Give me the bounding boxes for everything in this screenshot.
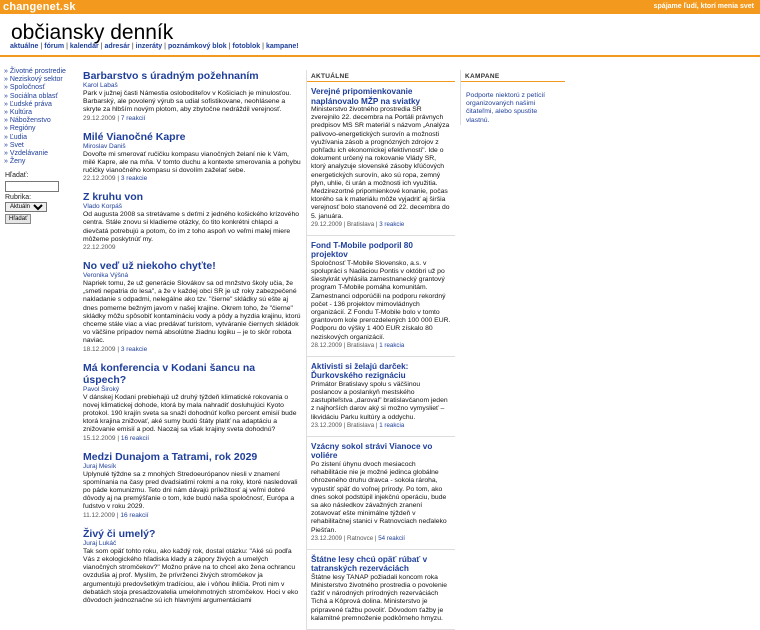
article-text: Uplynulé týždne sa z mnohých Stredoeurópanov niesli v znamení spomínania na časy pred dvadsiatimi rokmi a na roky, ktoré nasledovali po páde komunizmu. Teto dni nám dávajú príležitosť aj veľmi dobré dôvody aj na premýšľanie o tom, kde budú naša spoločnosť, Európa a ľudstvo v roku 2029. — [83, 470, 298, 511]
campaigns-column — [460, 70, 565, 125]
news-item — [307, 357, 455, 437]
article-title[interactable]: Z kruhu von — [83, 191, 144, 204]
category-link[interactable]: Sociálna oblasť — [9, 92, 59, 100]
news-item — [307, 437, 455, 550]
category-list — [4, 68, 78, 166]
nav-separator: | — [66, 43, 68, 50]
nav-item[interactable]: aktuálne — [10, 43, 39, 50]
category-item[interactable] — [4, 84, 78, 92]
bullet-icon: » — [4, 133, 8, 141]
article-author[interactable]: Juraj Lukáč — [83, 539, 117, 547]
bullet-icon: » — [4, 125, 8, 133]
current-news-heading: AKTUÁLNE — [307, 70, 455, 82]
nav-item[interactable]: inzeráty — [135, 43, 163, 50]
article — [83, 528, 301, 605]
category-link[interactable]: Ľudské práva — [9, 100, 52, 108]
news-place: Bratislava — [347, 341, 375, 349]
nav-item[interactable]: poznámkový blok — [167, 43, 227, 50]
top-bar — [0, 0, 760, 14]
search-input[interactable] — [5, 181, 59, 192]
category-link[interactable]: Vzdelávanie — [9, 150, 48, 158]
news-meta: 28.12.2009 | Bratislava | 1 reakcia — [311, 341, 405, 349]
category-link[interactable]: Regióny — [9, 125, 36, 133]
rubric-label: Rubrika: — [5, 194, 32, 201]
nav-item[interactable]: fotoblok — [232, 43, 261, 50]
page-title: občiansky denník — [11, 21, 174, 44]
main-nav-items — [10, 43, 299, 50]
article-author[interactable]: Veronika Výšná — [83, 272, 129, 280]
category-link[interactable]: Neziskový sektor — [9, 76, 63, 84]
nav-item[interactable]: adresár — [104, 43, 130, 50]
article-text: Park v južnej časti Námestia osloboditeľov v Košiciach je minulosťou. Barbarský, ale povolený výrub sa udial sofistikovane, neohlásene a skryte za hlbším novým plotom, aby zbytočne nedráždil verejnosť. — [83, 90, 292, 114]
bullet-icon: » — [4, 141, 8, 149]
search-label: Hľadať: — [5, 172, 29, 179]
news-date: 23.12.2009 — [311, 534, 342, 542]
article-text: Tak som opäť tohto roku, ako každý rok, dostal otázku: "Aké sú podľa Vás z ekologického hľadiska klady a zápory živých a umelých vianočných stromčekov?" Možno práve na to chcel ako žena ochrancu ovzdušia aj prof. Myslím, že prívrženci živých stromčekov ja argumentujú predovšetkým tradíciou, ale i vôňou ihličia. Proti nim v debatách stoja presadzovatelia umelohmotných stromčekov. Hoci v eko dôvodoch jednoznačne sú ich hlavnými argumentáciami — [83, 547, 299, 604]
article-author[interactable]: Juraj Mesík — [83, 462, 117, 470]
news-text: Primátor Bratislavy spolu s väčšinou poslancov a poslankyň mestského zastupiteľstva „daroval" bratislavčanom jeden z najhorších darov aký si možno vymyslieť – likvidáciu Parku kultúry a oddychu. — [311, 380, 448, 421]
nav-item[interactable]: kalendár — [69, 43, 99, 50]
article-meta: 18.12.2009 | 3 reakcie — [83, 345, 148, 353]
news-place: Bratislava — [347, 220, 375, 228]
category-item[interactable] — [4, 68, 78, 76]
bullet-icon: » — [4, 109, 8, 117]
article-title[interactable]: No veď už niekoho chyťte! — [83, 260, 216, 273]
news-meta: 29.12.2009 | Bratislava | 3 reakcie — [311, 220, 405, 228]
bullet-icon: » — [4, 76, 8, 84]
article-author[interactable]: Karol Labaš — [83, 82, 118, 89]
news-text: Spoločnosť T-Mobile Slovensko, a.s. v spolupráci s Nadáciou Pontis v októbri už po šiestykrát vyhlásila zamestnanecký grantový program T-Mobile pomáha komunitám. Zamestnanci odporúčili na podporu rekordný počet - 136 projektov mimovládnych organizácií. Z Fondu T-Mobile bolo v tomto grantovom kole prerozdelených 100 000 EUR. Podporu do výšky 1 400 EUR získalo 80 neziskových organizácií. — [311, 259, 451, 341]
article-reactions[interactable]: 16 reakcií — [120, 511, 149, 519]
article-title[interactable]: Medzi Dunajom a Tatrami, rok 2029 — [83, 450, 258, 463]
news-item — [307, 82, 455, 236]
article-title[interactable]: Barbarstvo s úradným požehnaním — [83, 70, 259, 82]
search-form — [5, 172, 79, 224]
bullet-icon: » — [4, 68, 8, 75]
category-item[interactable] — [4, 93, 78, 101]
news-text: Po zistení úhynu dvoch mesiacoch rehabilitácie nie je možné jedinca globálne ohrozeného druhu dravca - sokola rároha, vypustiť späť do voľnej prírody. Po tom, ako dnes sokol podstúpil injekčnú operáciu, bude sa ako následkov závažných zranení zotavovať ešte minimálne týždeň v rehabilitačnej stanici v Ratnovciach neďaleko Piešťan. — [311, 460, 447, 534]
article-date: 22.12.2009 — [83, 175, 116, 183]
article-reactions[interactable]: 3 reakcie — [120, 175, 148, 183]
article-date: 22.12.2009 — [83, 244, 116, 252]
bullet-icon: » — [4, 100, 8, 108]
news-meta: 23.12.2009 | Bratislava | 1 reakcia — [311, 421, 405, 429]
category-sidebar — [4, 68, 78, 166]
nav-separator: | — [164, 43, 166, 50]
site-tagline: spájame ľudí, ktorí menia svet — [653, 3, 754, 10]
news-date: 28.12.2009 — [311, 341, 342, 349]
news-reactions[interactable]: 1 reakcia — [379, 341, 405, 349]
article-list — [83, 70, 301, 613]
category-item[interactable] — [4, 76, 78, 84]
article-reactions[interactable]: 3 reakcie — [120, 345, 148, 353]
nav-separator: | — [100, 43, 103, 50]
article-author[interactable]: Vlado Korpáš — [83, 203, 123, 211]
news-reactions[interactable]: 54 reakcií — [378, 534, 406, 542]
article-meta: 15.12.2009 | 16 reakcií — [83, 434, 150, 442]
news-place: Bratislava — [347, 421, 375, 429]
category-item[interactable] — [4, 142, 78, 150]
article-author[interactable]: Miroslav Daniš — [83, 142, 126, 150]
article-meta: 11.12.2009 | 16 reakcií — [83, 511, 149, 519]
category-link[interactable]: Ľudia — [9, 133, 27, 141]
current-news-column — [306, 70, 455, 630]
nav-separator: | — [131, 43, 134, 50]
bullet-icon: » — [4, 84, 8, 92]
site-logo[interactable]: changenet.sk — [3, 1, 76, 13]
category-item[interactable] — [4, 101, 78, 109]
article-text: Napriek tomu, že už generácie Slovákov sa od mnžstvo školy učia, že „smeti nepatria do lesa", a že v každej obci SR je už roky zabezpečené nakladanie s odpadmi, nelegálne ako tzv. "čierne" skládky sú ešte aj dnes pomerne bežným javom v našej krajine. Okrem toho, že "čierne" skládky môžu spôsobiť kontamináciu vody a pôdy a hyzdia krajinu, ktorú chceme stále viac a viac predávať turistom, vytváranie čiernych skládok vo väčšine prípadov nemá absolútne žiadnu logiku – je to skôr robota naviac. — [83, 280, 301, 345]
article — [83, 70, 301, 123]
news-item — [307, 550, 455, 630]
article — [83, 451, 301, 520]
article-date: 15.12.2009 — [83, 434, 116, 442]
category-link[interactable]: Kultúra — [9, 109, 33, 117]
article-text: V dánskej Kodani prebiehajú už druhý týždeň klimatické rokovania o novej klimatickej dohode, ktorá by mala nahradiť dosluhujúci Kyoto protokol. 190 krajín sveta sa snaží dohodnúť koľko percent emisií bude ktorá krajina znižovať, aké sumy budú štáty platiť na adaptáciu a znižovanie emisií a pod. Naozaj sa však krajiny sveta dohodnú? — [83, 393, 297, 434]
news-text: Štátne lesy TANAP požiadali koncom roka Ministerstvo životného prostredia o povolenie ťažiť v národných prírodných rezerváciách Tichá a Kôprová dolina. Ministerstvo je pripravené ťažbu povoliť. Dôvodom ťažby je kalamitné premnoženie podkôrneho hmyzu. — [311, 573, 448, 622]
news-item — [307, 236, 455, 357]
article-meta: 29.12.2009 | 7 reakcií — [83, 114, 146, 122]
bullet-icon: » — [4, 117, 8, 125]
campaigns-heading: KAMPANE — [461, 70, 565, 82]
news-title[interactable]: Štátne lesy chcú opäť rúbať v tatranských rezerváciách — [311, 554, 428, 574]
category-item[interactable] — [4, 158, 78, 166]
article-text: Od augusta 2008 sa stretávame s deťmi z jedného košického krízového centra. Stále znovu si kladieme otázky, čo tito konkrétni chlapci a dievčatá potrebujú a potom, čo im z toho aspoň vo veľmi malej miere môžeme poskytnúť my. — [83, 211, 300, 243]
news-text: Ministerstvo životného prostredia SR zverejnilo 22. decembra na Portáli právnych predpisov MS SR materiál s názvom „Analýza palivovo-energetických surovín a možnosti využívania zásob a prognózných zdrojov z pohľadu ich ekonomickej efektívnosti". Ide o dokument určený na rokovanie Vlády SR, ktorý analyzuje slovenské zásoby kľúčových energetických surovín, ako sú ropa, zemný plyn, uhlie, či urán a možnosti ich využitia. Medzirezortné pripomienkové konanie, počas ktorého sa k materiálu môže vyjadriť aj širšia verejnosť bolo stanovené od 22. decembra do 5. januára. — [311, 106, 450, 220]
article-reactions[interactable]: 7 reakcií — [120, 114, 146, 122]
article-date: 29.12.2009 — [83, 114, 116, 122]
news-title[interactable]: Aktivisti si želajú darček: Ďurkovského rezignáciu — [311, 361, 409, 381]
bullet-icon: » — [4, 150, 8, 158]
nav-separator: | — [228, 43, 231, 50]
article-author[interactable]: Pavol Široký — [83, 385, 120, 393]
news-title[interactable]: Verejné pripomienkovanie naplánovalo MŽP na sviatky — [311, 87, 421, 106]
category-link[interactable]: Svet — [9, 141, 24, 149]
bullet-icon: » — [4, 92, 8, 100]
category-link[interactable]: Ženy — [9, 158, 26, 166]
category-item[interactable] — [4, 117, 78, 125]
bullet-icon: » — [4, 158, 8, 166]
article-reactions[interactable]: 16 reakcií — [120, 434, 150, 442]
article-date: 11.12.2009 — [83, 511, 116, 519]
main-navigation — [0, 41, 760, 57]
article-title[interactable]: Milé Vianočné Kapre — [83, 130, 186, 143]
news-date: 23.12.2009 — [311, 421, 342, 429]
rubric-select[interactable] — [5, 202, 47, 212]
current-news-list — [307, 82, 455, 630]
nav-separator: | — [262, 43, 264, 50]
news-reactions[interactable]: 3 reakcie — [379, 220, 405, 228]
article — [83, 260, 301, 354]
article-text: Dovoľte mi smerovať ručičku kompasu vianočných želaní nie k Vám, milé Kapre, ale na mňa. V tomto duchu a kontexte smerovania a pohybu ručičky vianočného kompasu si dovolím zaželať sebe. — [83, 150, 301, 175]
news-place: Ratnovce — [347, 534, 374, 542]
news-title[interactable]: Fond T-Mobile podporil 80 projektov — [311, 240, 413, 260]
article — [83, 131, 301, 184]
news-reactions[interactable]: 1 reakcia — [379, 421, 405, 429]
article-meta — [83, 244, 301, 252]
category-item[interactable] — [4, 150, 78, 158]
search-button[interactable]: Hľadať — [5, 214, 31, 224]
category-item[interactable] — [4, 134, 78, 142]
nav-separator: | — [40, 43, 43, 50]
article-date: 18.12.2009 — [83, 345, 116, 353]
category-link[interactable]: Spoločnosť — [9, 84, 46, 92]
nav-item[interactable]: fórum — [44, 43, 65, 50]
category-item[interactable] — [4, 125, 78, 133]
campaigns-link[interactable]: Podporte niektorú z petícií organizovaných našimi čitateľmi, alebo spustite vlastnú. — [466, 92, 545, 124]
article — [83, 191, 301, 252]
category-link[interactable]: Náboženstvo — [9, 117, 51, 125]
category-link[interactable]: Životné prostredie — [9, 68, 66, 75]
article-title[interactable]: Má konferencia v Kodani šancu na úspech? — [83, 361, 256, 386]
news-date: 29.12.2009 — [311, 220, 342, 228]
news-title[interactable]: Vzácny sokol strávi Vianoce vo voliére — [311, 441, 433, 461]
article-meta: 22.12.2009 | 3 reakcie — [83, 175, 148, 183]
news-meta: 23.12.2009 | Ratnovce | 54 reakcií — [311, 534, 406, 542]
category-item[interactable] — [4, 109, 78, 117]
article — [83, 362, 301, 443]
article-title[interactable]: Živý či umelý? — [83, 527, 156, 540]
nav-item[interactable]: kampane! — [265, 43, 299, 50]
